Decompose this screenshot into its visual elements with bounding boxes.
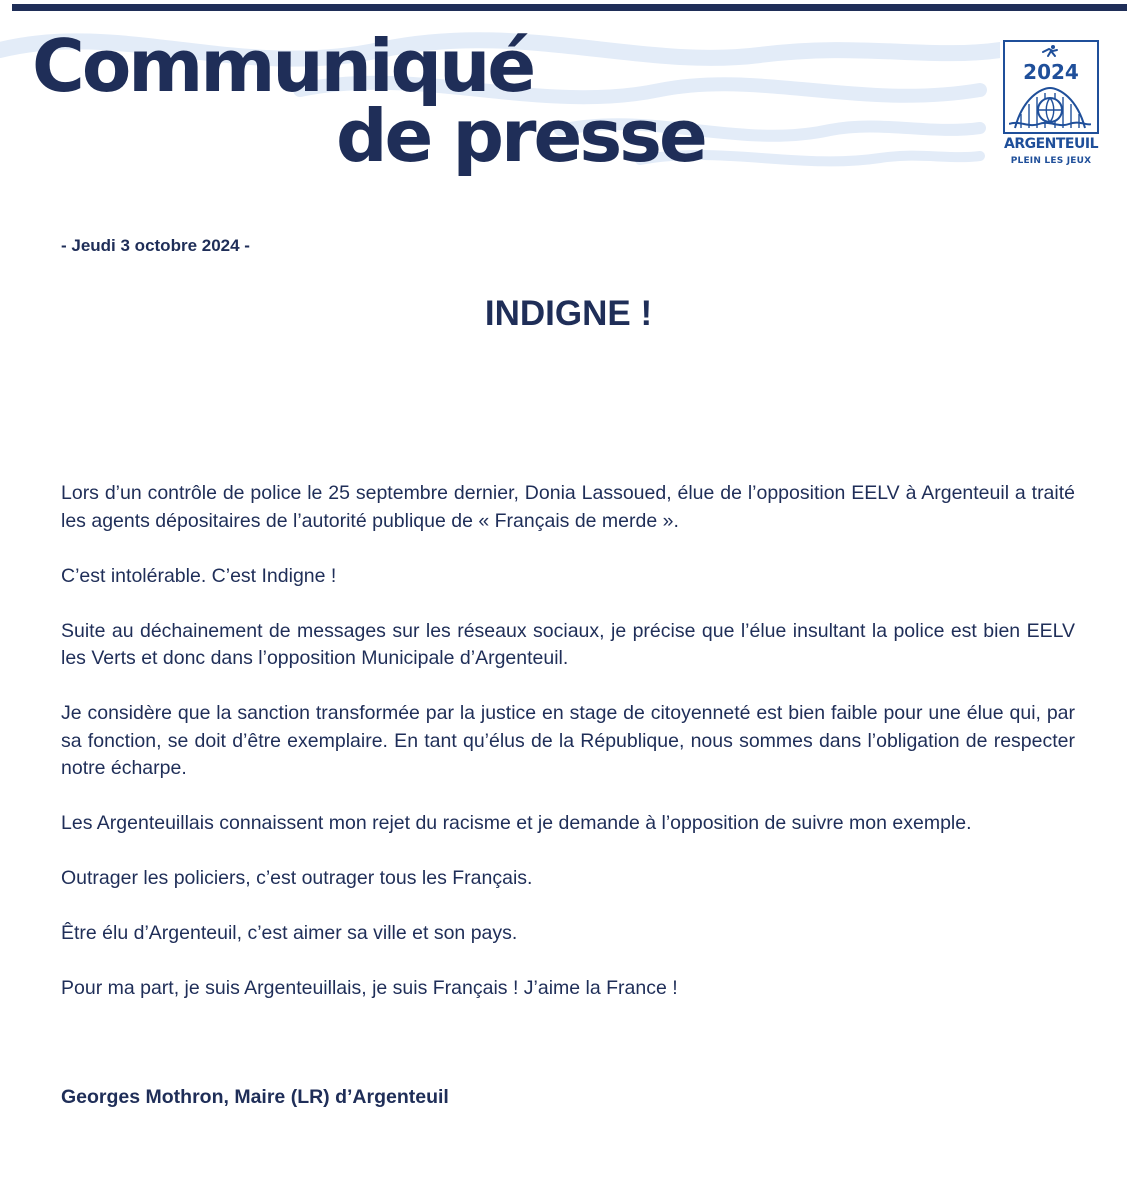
paragraph: Les Argenteuillais connaissent mon rejet du racisme et je demande à l’opposition de suivre mon exemple.: [61, 812, 972, 834]
paragraph: C’est intolérable. C’est Indigne !: [61, 564, 337, 587]
paragraph: Suite au déchainement de messages sur les réseaux sociaux, je précise que l’élue insultant la police est bien EELV les Verts et donc dans l’opposition Municipale d’Argenteuil.: [61, 619, 1075, 669]
title-line-communique: Communiqué: [32, 24, 534, 108]
release-date: - Jeudi 3 octobre 2024 -: [61, 236, 250, 255]
paragraph: Être élu d’Argenteuil, c’est aimer sa ville et son pays.: [61, 922, 518, 944]
signature: Georges Mothron, Maire (LR) d’Argenteuil: [61, 1086, 449, 1108]
paragraph: Je considère que la sanction transformée par la justice en stage de citoyenneté est bien faible pour une élue qui, par sa fonction, se doit d’être exemplaire. En tant qu’élus de la République, nous sommes dans l’obligation de respecter notre écharpe.: [61, 702, 1075, 779]
title-line-de-presse: de presse: [336, 94, 705, 178]
press-release-body: [61, 480, 1075, 1030]
paragraph: Pour ma part, je suis Argenteuillais, je suis Français ! J’aime la France !: [61, 977, 678, 999]
logo-city-name: ARGENTEUIL: [1004, 136, 1098, 152]
logo-year: 2024: [1023, 60, 1079, 84]
runner-icon: [1039, 44, 1061, 60]
headline: INDIGNE !: [484, 294, 653, 333]
logo-tagline: PLEIN LES JEUX: [1010, 156, 1092, 166]
paragraph: Lors d’un contrôle de police le 25 septembre dernier, Donia Lassoued, élue de l’opposition EELV à Argenteuil a traité les agents dépositaires de l’autorité publique de « Français de merde ».: [61, 482, 1075, 532]
paragraph: Outrager les policiers, c’est outrager tous les Français.: [61, 867, 533, 889]
bridge-ball-icon: [1009, 84, 1091, 130]
argenteuil-2024-logo: [1003, 40, 1099, 172]
